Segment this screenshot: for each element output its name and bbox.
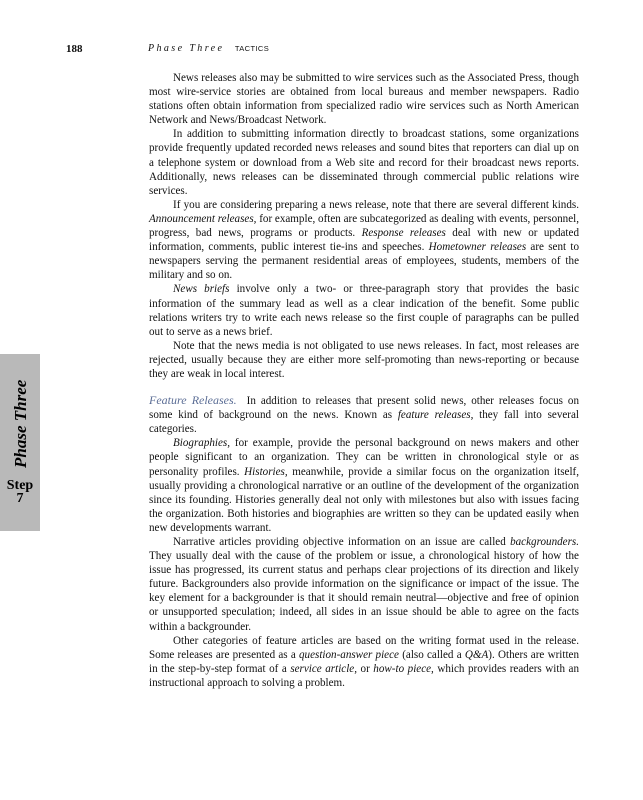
feature-releases-heading: Feature Releases. bbox=[149, 393, 237, 408]
side-tab-step-label: Step bbox=[6, 478, 34, 493]
running-header bbox=[0, 43, 643, 59]
phase-side-tab bbox=[0, 354, 40, 531]
paragraph-feature-releases: Feature Releases. In addition to releases that present solid news, other releases focus on some kind of background on the news. Known as feature releases, they fall into several categories. bbox=[149, 393, 579, 436]
paragraph-formats: Other categories of feature articles are based on the writing format used in the release. Some releases are presented as a question-answer piece (also called a Q&A). Others are written in the step-by-step format of a service article, or how-to piece, which provides readers with an instructional approach to solving a problem. bbox=[149, 634, 580, 689]
paragraph-news-briefs: News briefs involve only a two- or three-paragraph story that provides the basic information of the summary lead as well as a clear indication of the benefit. Some public relations writers try to write each news release so the first couple of paragraphs can be pulled out to serve as a news brief. bbox=[149, 283, 579, 338]
paragraph-broadcast: In addition to submitting information directly to broadcast stations, some organizations provide frequently updated recorded news releases and sound bites that reporters can dial up on a telephone system or download from a Web site and record for their broadcast news reports. Additionally, news releases can be disseminated through commercial public relations wire services. bbox=[149, 128, 579, 197]
paragraph-rejected-releases: Note that the news media is not obligated to use news releases. In fact, most releases are rejected, usually because they are either more self-promoting than news-reporting or because they are weak in local interest. bbox=[149, 339, 579, 380]
page-number: 188 bbox=[66, 43, 83, 55]
section-label: TACTICS bbox=[234, 44, 270, 53]
paragraph-release-kinds: If you are considering preparing a news release, note that there are several different kinds. Announcement releases, for example, often are subcategorized as dealing with events, personnel, progress, bad news, programs or products. Response releases deal with new or updated information, comments, public interest tie-ins and speeches. Hometowner releases are sent to newspapers serving the permanent residential areas of employees, students, members of the military and so on. bbox=[149, 198, 579, 282]
paragraph-backgrounders: Narrative articles providing objective information on an issue are called backgrounders. They usually deal with the cause of the problem or issue, a chronological history of how the issue has progressed, its current status and perhaps clear projections of its direction and likely future. Backgrounders also provide information on the significance or impact of the issue. The key element for a backgrounder is that it should remain neutral—objective and free of opinion or unsupported speculation; indeed, all sides in an issue should be able to agree on the facts within a backgrounder. bbox=[149, 536, 579, 633]
side-tab-phase: Phase Three bbox=[11, 379, 30, 469]
side-tab-step bbox=[0, 479, 40, 505]
paragraph-biographies: Biographies, for example, provide the personal background on news makers and other people significant to an organization. They can be written in chronological style or as personality profiles. Histories, meanwhile, provide a similar focus on the organization itself, usually providing a chronological narrative or an outline of the development of the organization since its founding. Histories generally deal not only with milestones but also with issues facing the organization. Both histories and biographies are written so they can be updated easily when new developments warrant. bbox=[149, 437, 579, 534]
running-head bbox=[148, 43, 269, 54]
phase-label: Phase Three bbox=[148, 43, 225, 54]
paragraph-wire-services: News releases also may be submitted to wire services such as the Associated Press, though most wire-service stories are obtained from local bureaus and member newspapers. Radio stations often obtain information from specialized radio wire services such as North American Network and News/Broadcast Network. bbox=[149, 72, 579, 127]
side-tab-step-number: 7 bbox=[16, 491, 24, 506]
section-gap bbox=[149, 381, 579, 393]
body-text bbox=[149, 71, 579, 690]
